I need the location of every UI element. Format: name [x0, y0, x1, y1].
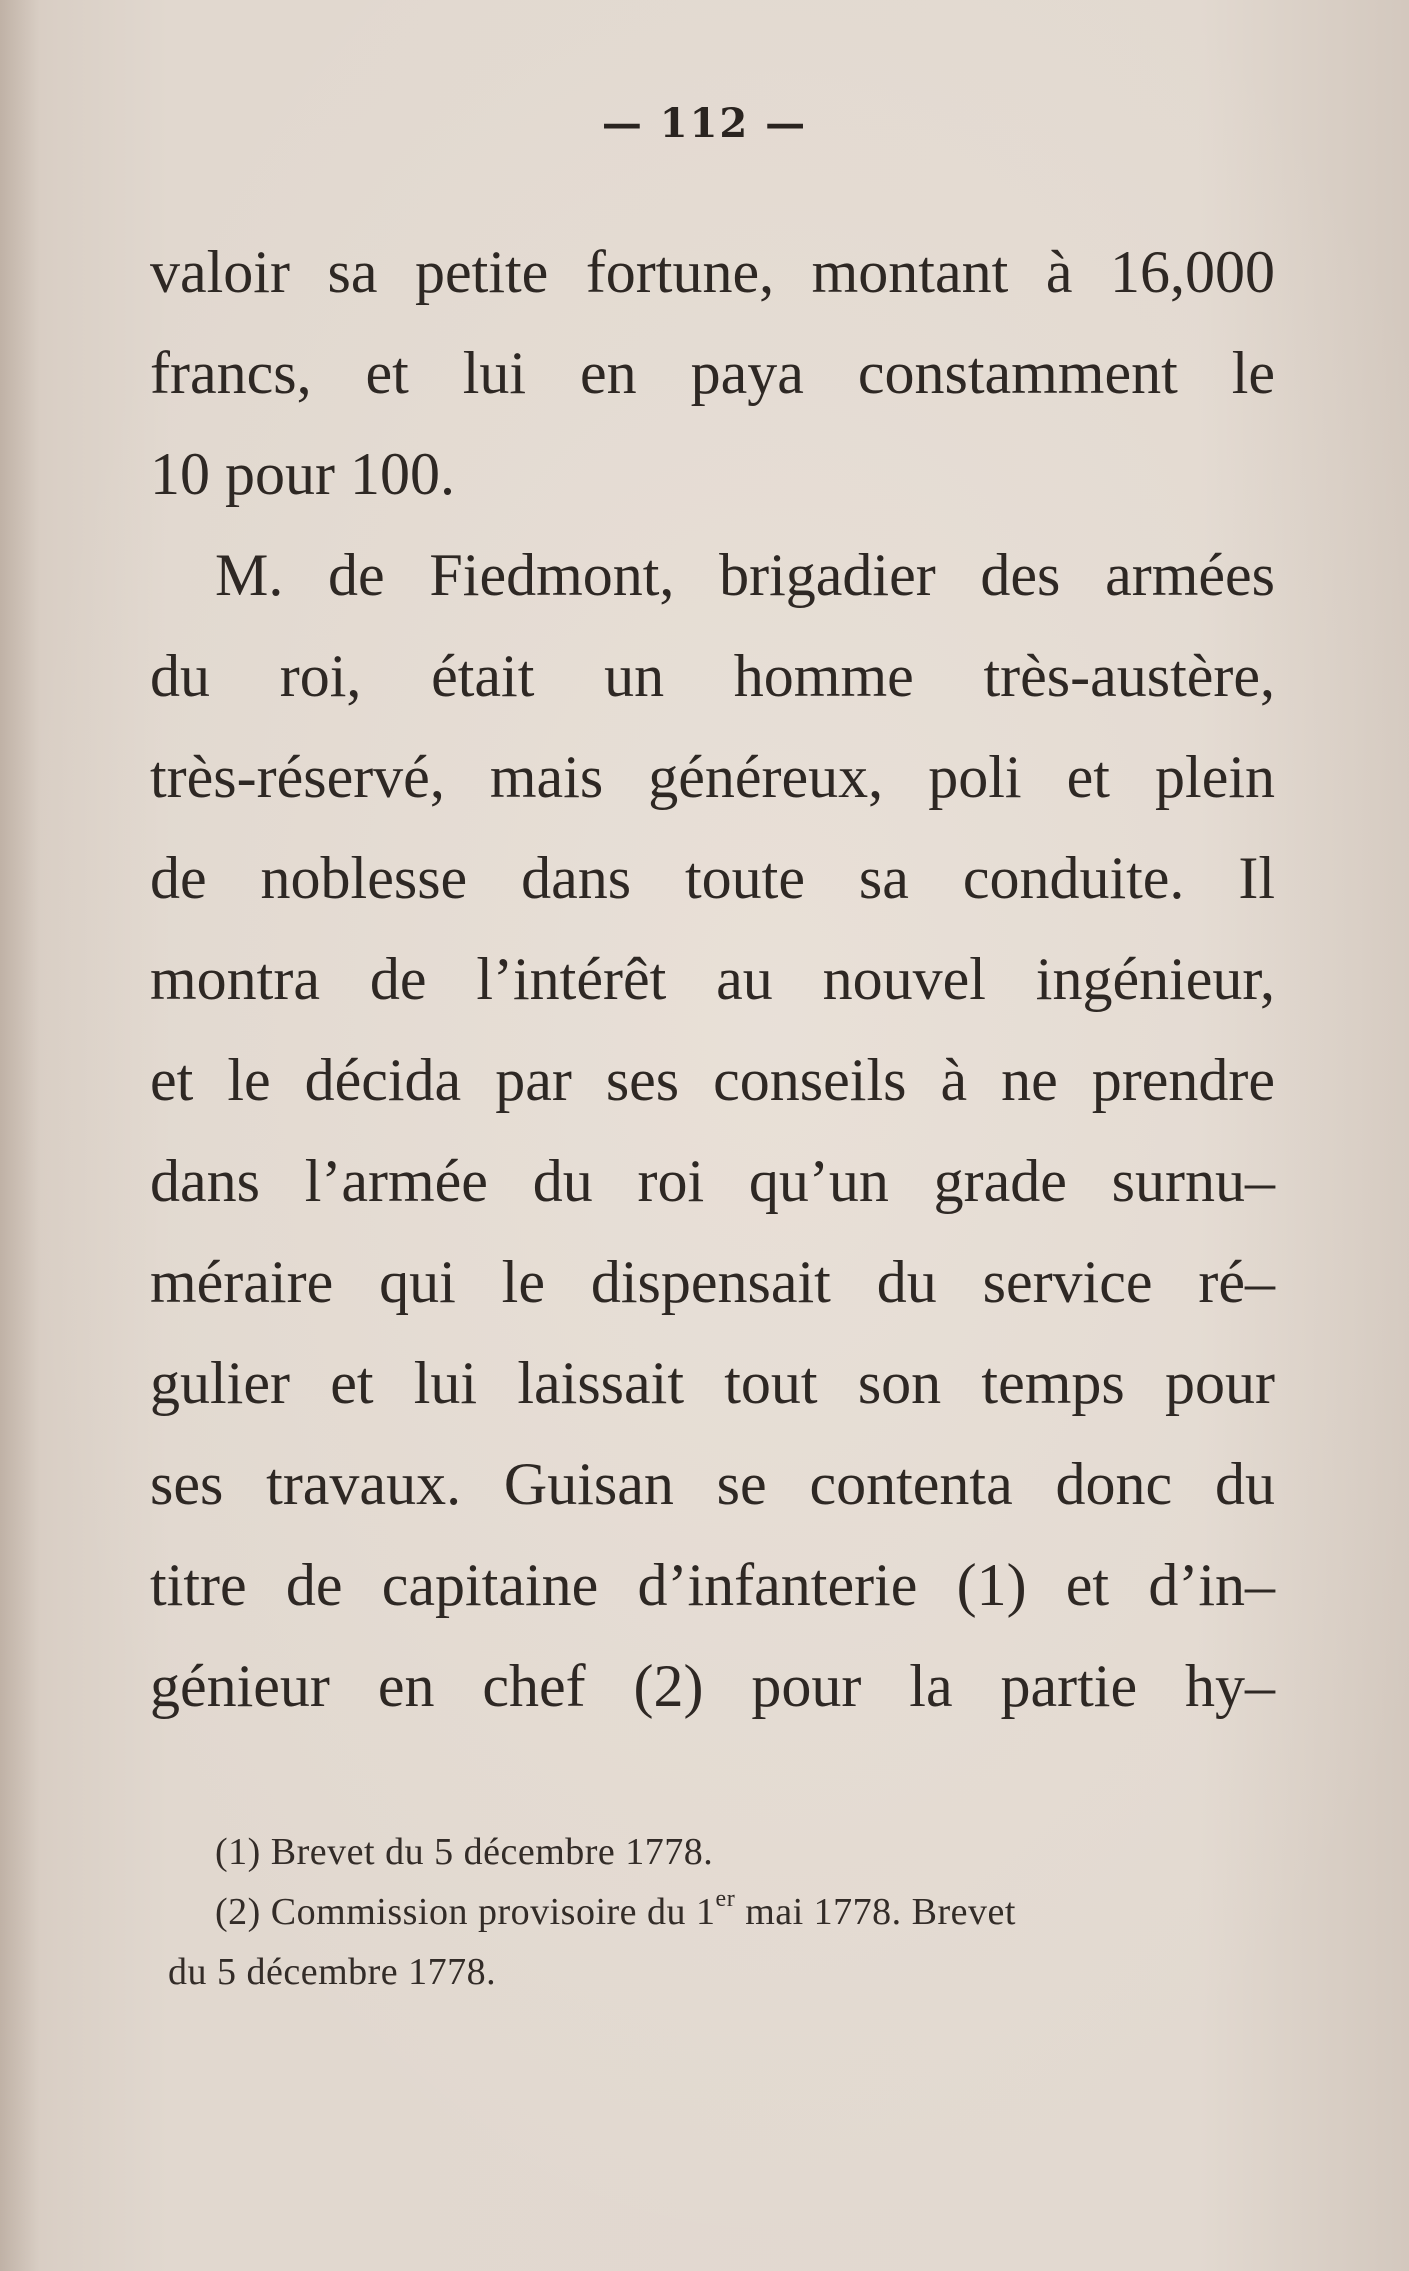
text-line: titre de capitaine d’infanterie (1) et d’in– — [150, 1552, 1275, 1618]
footnote-2 — [170, 1882, 1295, 1942]
text-line: et le décida par ses conseils à ne prendre — [150, 1047, 1275, 1113]
footnote-2-continuation: du 5 décembre 1778. — [168, 1951, 497, 1993]
footnote-1: (1) Brevet du 5 décembre 1778. — [215, 1831, 714, 1873]
text-line: francs, et lui en paya constamment le — [150, 340, 1275, 406]
footnote-2-start: (2) Commission provisoire du 1 — [215, 1891, 716, 1933]
text-line: génieur en chef (2) pour la partie hy– — [150, 1653, 1275, 1719]
text-line: valoir sa petite fortune, montant à 16,000 — [150, 239, 1275, 305]
text-line: M. de Fiedmont, brigadier des armées — [215, 542, 1275, 608]
body-text — [150, 222, 1275, 1737]
text-line: gulier et lui laissait tout son temps pour — [150, 1350, 1275, 1416]
gutter-shadow — [0, 0, 40, 2271]
text-line: 10 pour 100. — [150, 441, 455, 507]
text-line: ses travaux. Guisan se contenta donc du — [150, 1451, 1275, 1517]
footnotes — [170, 1822, 1295, 2002]
text-line: dans l’armée du roi qu’un grade surnu– — [150, 1148, 1275, 1214]
footnote-2-end: mai 1778. Brevet — [735, 1891, 1016, 1933]
text-line: méraire qui le dispensait du service ré– — [150, 1249, 1275, 1315]
footnote-2-superscript: er — [715, 1886, 736, 1913]
text-line: du roi, était un homme très-austère, — [150, 643, 1275, 709]
text-line: de noblesse dans toute sa conduite. Il — [150, 845, 1275, 911]
text-line: très-réservé, mais généreux, poli et plein — [150, 744, 1275, 810]
text-line: montra de l’intérêt au nouvel ingénieur, — [150, 946, 1275, 1012]
page-number: — 112 — — [601, 100, 808, 147]
